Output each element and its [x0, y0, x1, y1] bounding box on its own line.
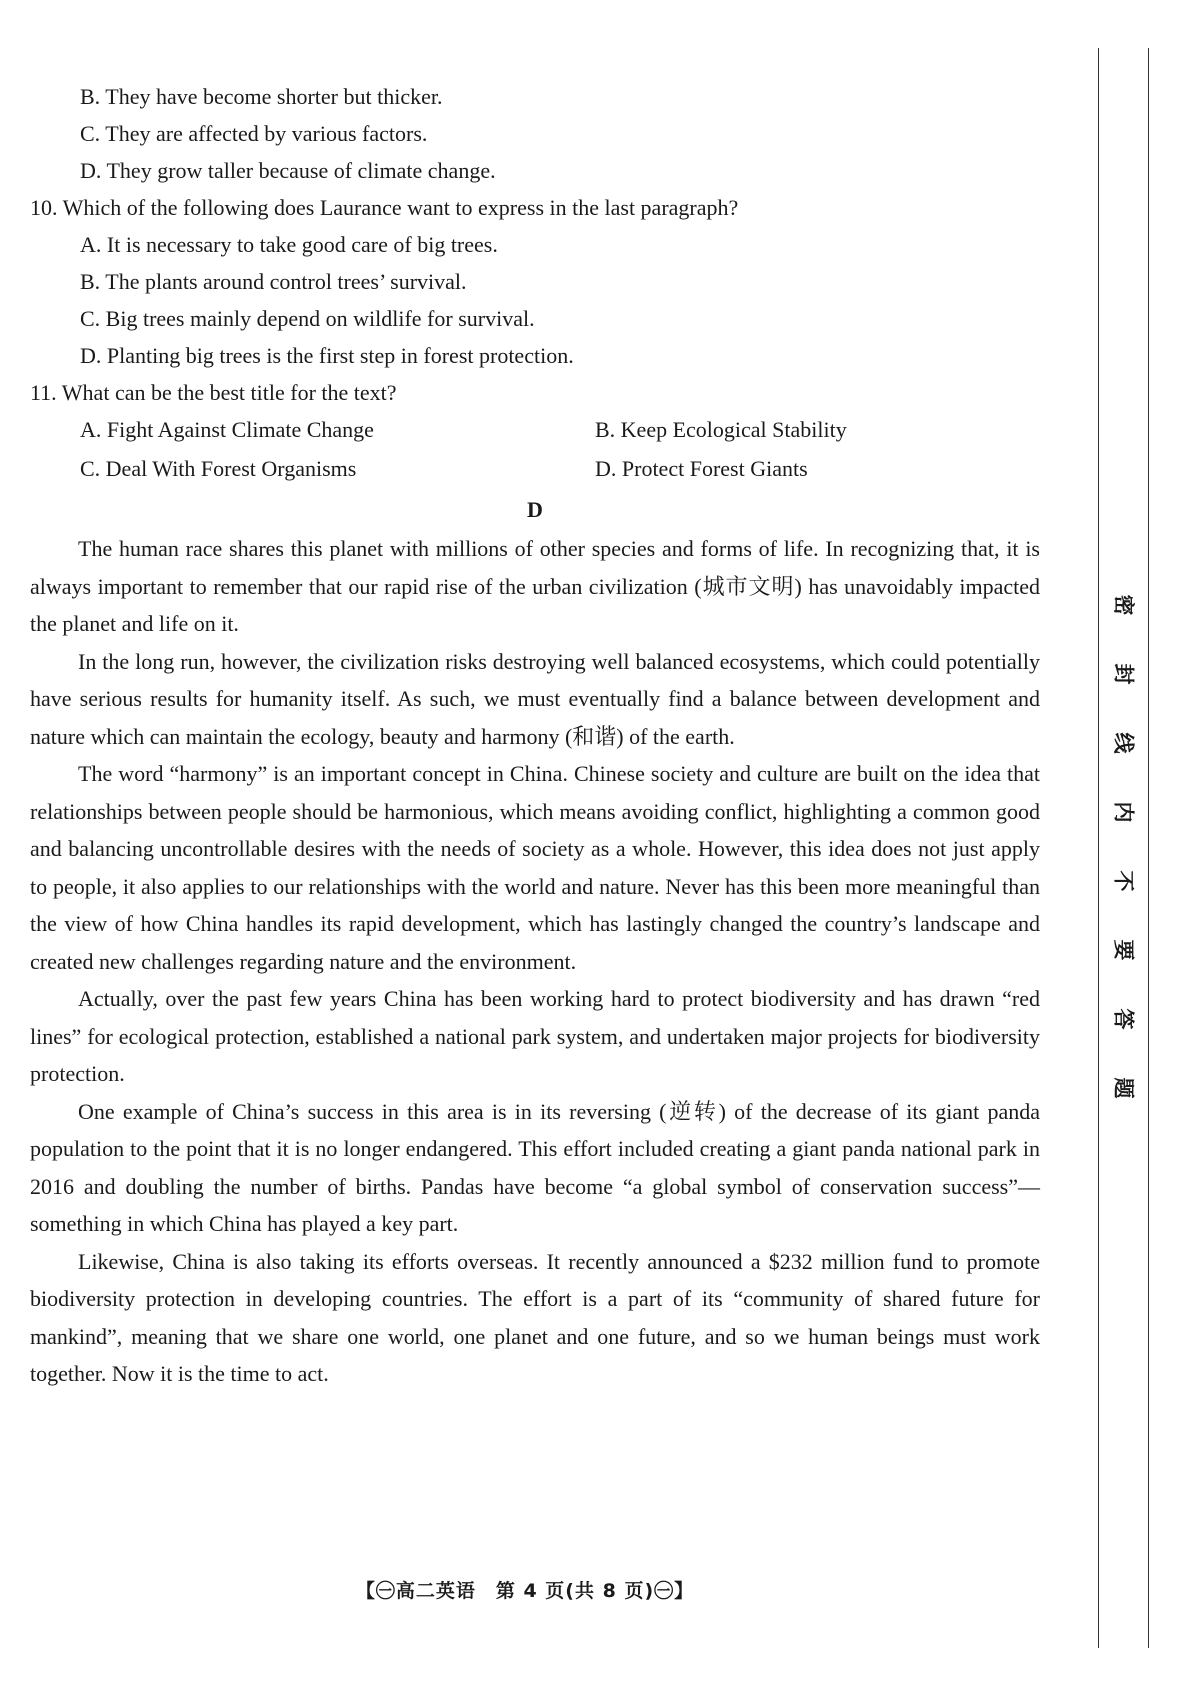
option-10b: B. The plants around control trees’ survival.: [80, 269, 467, 294]
option-11d: D. Protect Forest Giants: [595, 456, 808, 481]
seal-char: 题: [1111, 1077, 1135, 1099]
question-10: [30, 189, 1040, 374]
question-number: 11.: [30, 380, 57, 405]
seal-char: 密: [1111, 594, 1135, 616]
option-9b: B. They have become shorter but thicker.: [80, 84, 443, 109]
option-11b: B. Keep Ecological Stability: [595, 417, 847, 442]
seal-char: 答: [1111, 1008, 1135, 1030]
question-11-options: [30, 411, 1040, 487]
passage-paragraph-4: Actually, over the past few years China has been working hard to protect biodiversity and has drawn “red lines” for ecological protection, established a national park system, and undertaken major projects for biodiversity protection.: [30, 986, 1040, 1086]
option-11a: A. Fight Against Climate Change: [80, 417, 374, 442]
question-text: What can be the best title for the text?: [61, 380, 397, 405]
option-10c: C. Big trees mainly depend on wildlife for survival.: [80, 306, 535, 331]
section-d-heading: D: [527, 497, 543, 522]
seal-char: 内: [1111, 801, 1135, 823]
question-10-stem: [30, 189, 1040, 226]
page-footer: 【㊀高二英语 第 4 页(共 8 页)㊀】: [355, 1580, 695, 1602]
seal-char: 封: [1111, 663, 1135, 685]
option-9d: D. They grow taller because of climate change.: [80, 158, 496, 183]
binding-line-left: [1098, 48, 1099, 1648]
passage-paragraph-6: Likewise, China is also taking its efforts overseas. It recently announced a $232 million fund to promote biodiversity protection in developing countries. The effort is a part of its “community of shared future for mankind”, meaning that we share one world, one planet and one future, and so we human beings must work together. Now it is the time to act.: [30, 1248, 1040, 1386]
passage-paragraph-1: The human race shares this planet with millions of other species and forms of life. In recognizing that, it is always important to remember that our rapid rise of the urban civilization (城市文明) has unavoidably impacted the planet and life on it.: [30, 536, 1040, 636]
question-text: Which of the following does Laurance want to express in the last paragraph?: [62, 195, 739, 220]
passage-paragraph-5: One example of China’s success in this area is in its reversing (逆转) of the decrease of its giant panda population to the point that it is no longer endangered. This effort included creating a giant panda national park in 2016 and doubling the number of births. Pandas have become “a global symbol of conservation success”—something in which China has played a key part.: [30, 1098, 1040, 1236]
option-9c: C. They are affected by various factors.: [80, 121, 428, 146]
seal-char: 线: [1111, 732, 1135, 754]
passage-paragraph-2: In the long run, however, the civilization risks destroying well balanced ecosystems, which could potentially have serious results for humanity itself. As such, we must eventually find a balance between development and nature which can maintain the ecology, beauty and harmony (和谐) of the earth.: [30, 648, 1040, 749]
seal-char: 要: [1111, 939, 1135, 961]
question-number: 10.: [30, 195, 58, 220]
question-11-stem: [30, 374, 1040, 411]
option-10a: A. It is necessary to take good care of big trees.: [80, 232, 498, 257]
option-10d: D. Planting big trees is the first step in forest protection.: [80, 343, 574, 368]
seal-line-notice: [1104, 590, 1144, 1103]
question-9-remaining-options: [30, 78, 1040, 189]
seal-char: 不: [1111, 870, 1135, 892]
option-11c: C. Deal With Forest Organisms: [80, 456, 357, 481]
binding-line-right: [1148, 48, 1149, 1648]
page-content: [30, 78, 1040, 1393]
passage-paragraph-3: The word “harmony” is an important concept in China. Chinese society and culture are built on the idea that relationships between people should be harmonious, which means avoiding conflict, highlighting a common good and balancing uncontrollable desires with the needs of society as a whole. However, this idea does not just apply to people, it also applies to our relationships with the world and nature. Never has this been more meaningful than the view of how China handles its rapid development, which has lastingly changed the country’s landscape and created new challenges regarding nature and the environment.: [30, 761, 1040, 974]
question-11: [30, 374, 1040, 487]
